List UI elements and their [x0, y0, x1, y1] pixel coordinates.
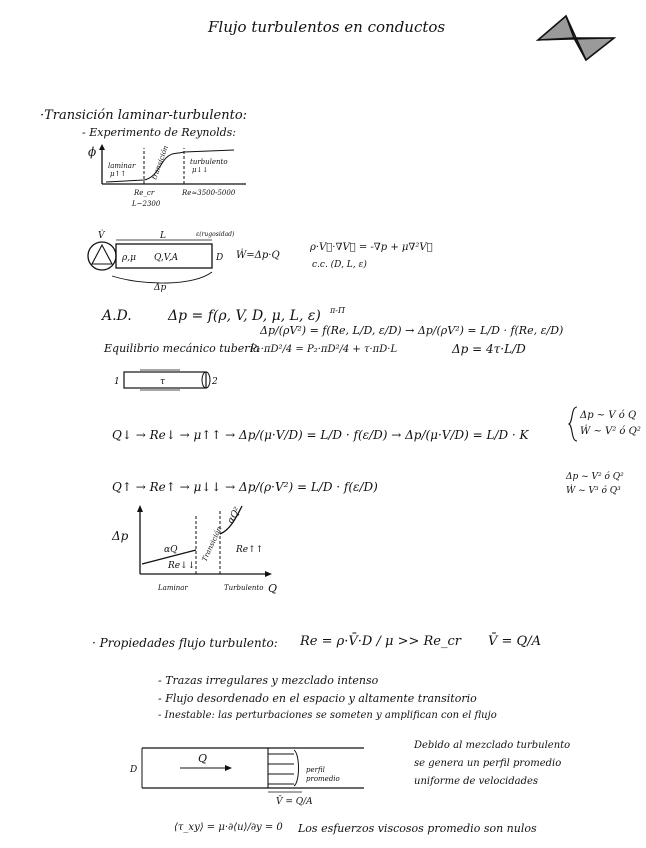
- note-line-2: se genera un perfil promedio: [414, 758, 562, 769]
- graph2-alpha-q: αQ: [164, 545, 178, 555]
- pipe2-tau: τ: [160, 377, 165, 387]
- dp-tau-equation: Δp = 4τ·L/D: [452, 342, 526, 356]
- graph2-turbulento: Turbulento: [224, 584, 264, 592]
- ad-equation-2: Δp/(ρV²) = f(Re, L/D, ε/D) → Δp/(ρV²) = L/D · f(Re, ε/D): [260, 324, 564, 337]
- boundary-conditions: c.c. (D, L, ε): [312, 260, 367, 270]
- reynolds-graph: [86, 144, 256, 210]
- navier-stokes-eq: ρ·V⃗·∇V⃗ = -∇p + μ∇²V⃗: [310, 242, 433, 253]
- graph1-transicion: transición: [150, 144, 171, 181]
- note-line-1: Debido al mezclado turbulento: [414, 740, 571, 751]
- equilibrio-equation: P₁·πD²/4 = P₂·πD²/4 + τ·πD·L: [250, 344, 398, 355]
- profile-vbar-label: V̄ = Q/A: [276, 797, 313, 807]
- profile-q-label: Q: [198, 752, 208, 765]
- graph1-re-cr-val: L~2300: [132, 200, 161, 208]
- pump-power-eq: Ẇ=Δp·Q: [236, 250, 280, 261]
- bowtie-logo-icon: [536, 14, 616, 62]
- brace-line-1: Δp ~ V ó Q: [580, 410, 637, 421]
- pipe-pump-diagram: [84, 228, 234, 294]
- graph1-yaxis: ϕ: [88, 145, 97, 159]
- graph2-transition: Transición: [200, 525, 224, 563]
- pipe-equilibrium-sketch: [110, 364, 220, 396]
- right-scaling-1: Δp ~ V² ó Q²: [566, 472, 624, 482]
- profile-d-label: D: [130, 765, 138, 775]
- pipe-dp-label: Δp: [154, 283, 167, 293]
- pipe-flow-label: V̇: [98, 231, 105, 241]
- brace-icon: [568, 406, 578, 442]
- q-low-line: Q↓ → Re↓ → μ↑↑ → Δp/(μ·V/D) = L/D · f(ε/D) → Δp/(μ·V/D) = L/D · K: [112, 428, 529, 442]
- pipe-roughness-label: ε(rugosidad): [196, 231, 235, 238]
- property-bullet-2: - Flujo desordenado en el espacio y altamente transitorio: [158, 692, 477, 705]
- graph2-xlabel: Q: [268, 582, 278, 595]
- property-bullet-1: - Trazas irregulares y mezclado intenso: [158, 674, 379, 687]
- graph1-turb-mu: μ↓↓: [192, 166, 209, 174]
- note-line-3: uniforme de velocidades: [414, 776, 539, 787]
- pipe-d-label: D: [216, 253, 224, 263]
- section-heading-transition: ·Transición laminar-turbulento:: [40, 108, 248, 123]
- graph2-q2: αQ²: [225, 505, 244, 526]
- right-scaling-2: Ẇ ~ V³ ó Q³: [566, 486, 621, 496]
- shear-stress-note: Los esfuerzos viscosos promedio son nulos: [298, 822, 537, 835]
- dp-vs-q-graph: [112, 504, 282, 596]
- graph2-re-high: Re↑↑: [236, 545, 264, 555]
- profile-perfil-label: perfil promedio: [306, 766, 340, 783]
- graph2-re-low: Re↓↓: [168, 561, 196, 571]
- pipe2-end-2: 2: [212, 377, 218, 387]
- graph2-ylabel: Δp: [112, 529, 129, 543]
- sub-heading-reynolds: - Experimento de Reynolds:: [82, 126, 237, 139]
- brace-line-2: Ẇ ~ V² ó Q²: [580, 426, 641, 437]
- graph1-re-range: Re≈3500-5000: [182, 189, 236, 197]
- ad-label: A.D.: [102, 308, 132, 324]
- pi-label: π-Π: [330, 306, 345, 315]
- graph1-laminar-mu: μ↑↑: [110, 170, 127, 178]
- pipe-rho-mu: ρ,μ: [122, 253, 137, 263]
- graph2-laminar: Laminar: [158, 584, 188, 592]
- pipe-q-label: Q,V,A: [154, 253, 179, 263]
- graph1-re-cr: Re_cr: [134, 189, 155, 197]
- mean-velocity-equation: V̄ = Q/A: [488, 634, 541, 649]
- section-heading-properties: · Propiedades flujo turbulento:: [92, 636, 278, 650]
- q-high-line: Q↑ → Re↑ → μ↓↓ → Δp/(ρ·V²) = L/D · f(ε/D): [112, 480, 378, 494]
- pipe-length-label: L: [160, 231, 166, 241]
- pipe2-end-1: 1: [114, 377, 120, 387]
- equilibrio-label: Equilibrio mecánico tubería: [104, 342, 260, 355]
- property-bullet-3: - Inestable: las perturbaciones se someten y amplifican con el flujo: [158, 710, 497, 721]
- graph1-turbulento: turbulento: [190, 158, 228, 166]
- page-title: Flujo turbulentos en conductos: [208, 18, 446, 36]
- graph1-laminar: laminar: [108, 162, 136, 170]
- shear-stress-equation: ⟨τ_xy⟩ = μ·∂⟨u⟩/∂y = 0: [174, 822, 283, 833]
- reynolds-equation: Re = ρ·V̄·D / μ >> Re_cr: [300, 634, 461, 649]
- ad-equation: Δp = f(ρ, V, D, μ, L, ε): [168, 308, 321, 324]
